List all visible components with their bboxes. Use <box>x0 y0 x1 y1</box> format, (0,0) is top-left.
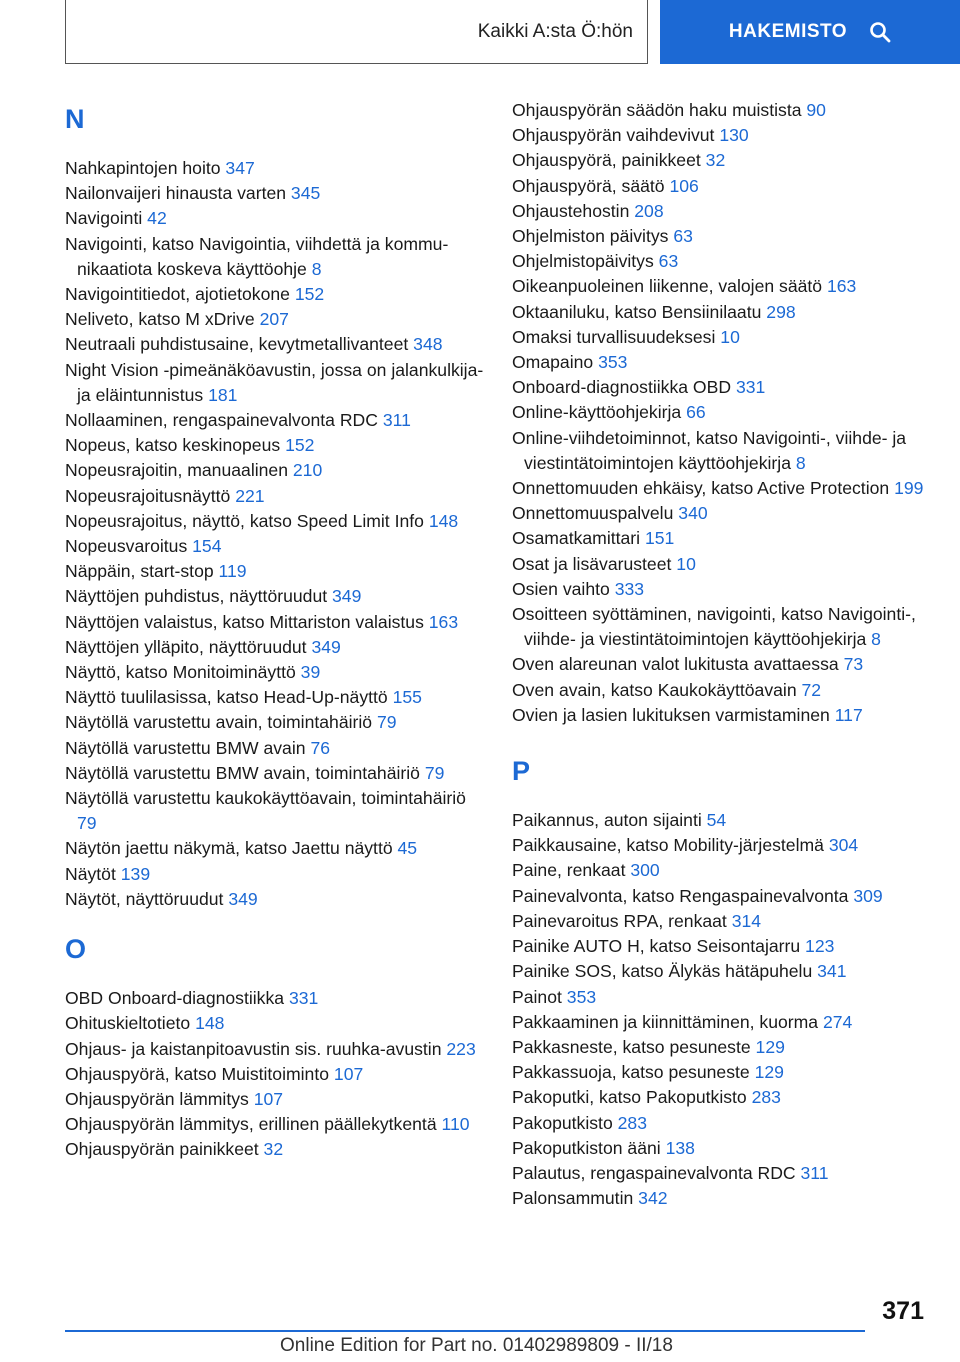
top-navigation <box>0 0 960 66</box>
tab-index[interactable] <box>660 0 960 64</box>
index-entry-text: Onnettomuuden ehkäisy, katso Active Protection <box>512 478 890 499</box>
index-entry-text: Oven avain, katso Kaukokäyttöavain <box>512 679 797 700</box>
index-entry-text: Neutraali puhdistusaine, kevytmetallivanteet <box>65 334 409 355</box>
index-entry[interactable] <box>512 1111 932 1136</box>
index-entry-text: Online-viihdetoiminnot, katso Navigointi-, viihde- ja viestintätoimintojen käyttöohjekirja <box>512 427 907 473</box>
index-entry-text: Pakkasneste, katso pesuneste <box>512 1036 751 1057</box>
index-entry-text: Ohituskieltotieto <box>65 1013 191 1034</box>
section-letter: O <box>65 934 87 965</box>
index-entry-text: Palautus, rengaspainevalvonta RDC <box>512 1162 796 1183</box>
index-entry[interactable] <box>512 577 932 602</box>
index-entry-text: Paine, renkaat <box>512 860 626 881</box>
footer-edition: Online Edition for Part no. 01402989809 - II/18 <box>280 1335 673 1356</box>
index-entry-text: Näytöllä varustettu kaukokäyttöavain, toimintahäiriö <box>65 788 466 809</box>
index-entry-text: Näyttö, katso Monitoiminäyttö <box>65 662 296 683</box>
index-entry-text: Ohjauspyörän vaihdevivut <box>512 125 715 146</box>
index-entry-text: Osat ja lisävarusteet <box>512 553 672 574</box>
page-reference-link[interactable]: 333 <box>614 578 645 599</box>
index-entry-text: Nopeusvaroitus <box>65 536 188 557</box>
index-entry[interactable] <box>512 123 932 148</box>
index-entry[interactable] <box>65 786 485 836</box>
page-reference-link[interactable]: 117 <box>834 704 863 725</box>
page-reference-link[interactable]: 348 <box>413 334 443 355</box>
page-reference-link[interactable]: 106 <box>669 175 699 196</box>
page-reference-link[interactable]: 8 <box>311 258 322 279</box>
index-entry-text: Näytöt <box>65 863 116 884</box>
search-icon <box>869 21 891 43</box>
index-entry[interactable] <box>512 959 932 984</box>
page-reference-link[interactable]: 298 <box>766 301 796 322</box>
index-entry[interactable] <box>512 1136 932 1161</box>
index-entry-text: Näytöllä varustettu BMW avain, toimintahäiriö <box>65 762 420 783</box>
page-reference-link[interactable]: 107 <box>253 1088 284 1109</box>
page-reference-link[interactable]: 223 <box>446 1038 476 1059</box>
index-entry[interactable] <box>512 985 932 1010</box>
page-reference-link[interactable]: 154 <box>192 536 222 557</box>
footer-divider <box>65 1330 865 1332</box>
index-entry-text: Ohjauspyörän lämmitys <box>65 1088 249 1109</box>
page-reference-link[interactable]: 63 <box>673 226 693 247</box>
page-reference-link[interactable]: 347 <box>225 158 255 178</box>
index-entry-text: Painevalvonta, katso Rengaspainevalvonta <box>512 885 849 906</box>
index-entry-text: Navigointitiedot, ajotietokone <box>65 284 290 305</box>
index-entry[interactable] <box>65 887 485 912</box>
page-reference-link[interactable]: 341 <box>817 961 847 982</box>
page-reference-link[interactable]: 163 <box>428 611 459 632</box>
page-reference-link[interactable]: 349 <box>228 888 258 909</box>
index-entry[interactable] <box>512 199 932 224</box>
page-reference-link[interactable]: 342 <box>638 1188 668 1209</box>
index-entry-text: Ohjauspyörän painikkeet <box>65 1139 259 1160</box>
index-entry-text: Ohjauspyörän säädön haku muistista <box>512 100 802 120</box>
index-entry[interactable] <box>512 476 932 501</box>
page-reference-link[interactable]: 151 <box>644 528 675 549</box>
tab-a-to-z[interactable] <box>65 0 648 64</box>
page-reference-link[interactable]: 331 <box>288 988 319 1009</box>
index-entry-text: Oktaaniluku, katso Bensiinilaatu <box>512 301 762 322</box>
page-reference-link[interactable]: 79 <box>77 813 97 834</box>
index-entry[interactable] <box>65 559 485 584</box>
index-entry-text: Palonsammutin <box>512 1188 634 1209</box>
page-reference-link[interactable]: 331 <box>735 377 766 398</box>
page-reference-link[interactable]: 10 <box>676 553 696 574</box>
index-entry[interactable] <box>65 986 485 1011</box>
index-entry-text: Näyttöjen valaistus, katso Mittariston valaistus <box>65 611 424 632</box>
index-entry[interactable] <box>65 1137 485 1162</box>
index-entry-text: Nahkapintojen hoito <box>65 158 221 178</box>
index-entry-text: Nopeusrajoitin, manuaalinen <box>65 460 288 481</box>
page-reference-link[interactable]: 353 <box>598 352 628 373</box>
index-entry[interactable] <box>512 98 932 123</box>
page-reference-link[interactable]: 139 <box>120 863 151 884</box>
index-entry[interactable] <box>65 232 485 282</box>
index-entry-text: Paikkausaine, katso Mobility-järjestelmä <box>512 835 824 856</box>
index-entry[interactable] <box>65 534 485 559</box>
index-entry-text: Näyttöjen puhdistus, näyttöruudut <box>65 586 328 607</box>
index-entry[interactable] <box>65 1011 485 1036</box>
index-entry-text: Night Vision -pimeänäköavustin, jossa on jalankulkija- ja eläintunnistus <box>65 359 484 405</box>
index-entry-text: Paikannus, auton sijainti <box>512 810 702 831</box>
index-entry[interactable] <box>65 433 485 458</box>
index-entry-text: Ohjaustehostin <box>512 200 630 221</box>
page-reference-link[interactable]: 163 <box>826 276 857 297</box>
page-reference-link[interactable]: 152 <box>285 435 315 456</box>
index-entry[interactable] <box>65 1112 485 1137</box>
index-entry[interactable] <box>65 408 485 433</box>
index-entry[interactable] <box>512 325 932 350</box>
index-entry-text: Ovien ja lasien lukituksen varmistaminen <box>512 704 830 725</box>
index-entry-text: Pakkassuoja, katso pesuneste <box>512 1062 750 1083</box>
index-entry[interactable] <box>512 652 932 677</box>
index-entry[interactable] <box>65 1062 485 1087</box>
page-reference-link[interactable]: 340 <box>678 503 708 524</box>
index-column-right <box>512 98 932 1211</box>
index-entry[interactable] <box>65 761 485 786</box>
index-entry[interactable] <box>65 836 485 861</box>
index-entry[interactable] <box>512 934 932 959</box>
index-entry-text: Painike SOS, katso Älykäs hätäpuhelu <box>512 961 813 982</box>
page-reference-link[interactable]: 283 <box>751 1087 781 1108</box>
index-entry[interactable] <box>512 148 932 173</box>
page-reference-link[interactable]: 353 <box>566 986 597 1007</box>
index-entry[interactable] <box>512 1161 932 1186</box>
index-entry-text: Omaksi turvallisuudeksesi <box>512 326 716 347</box>
index-entry[interactable] <box>512 526 932 551</box>
page-reference-link[interactable]: 349 <box>332 586 362 607</box>
index-entry-text: Näytöllä varustettu BMW avain <box>65 737 306 758</box>
index-entry[interactable] <box>512 833 932 858</box>
page-reference-link[interactable]: 42 <box>147 208 167 229</box>
index-entry-text: Onnettomuuspalvelu <box>512 503 674 524</box>
index-entry-text: Neliveto, katso M xDrive <box>65 309 255 330</box>
page-reference-link[interactable]: 79 <box>424 762 445 783</box>
index-entry-text: Omapaino <box>512 352 594 373</box>
section-spacer <box>512 728 932 744</box>
index-entry[interactable] <box>512 909 932 934</box>
index-entry-text: Pakkaaminen ja kiinnittäminen, kuorma <box>512 1011 819 1032</box>
page-reference-link[interactable]: 66 <box>686 402 706 423</box>
index-entry[interactable] <box>65 710 485 735</box>
index-entry-text: Nopeusrajoitusnäyttö <box>65 485 231 506</box>
index-entry-text: Nopeus, katso keskinopeus <box>65 435 281 456</box>
section-letter: N <box>65 104 85 134</box>
index-entry-text: Ohjelmistopäivitys <box>512 251 654 272</box>
index-entry[interactable] <box>512 678 932 703</box>
page-reference-link[interactable]: 314 <box>731 910 762 931</box>
section-letter: P <box>512 756 531 787</box>
index-entry-text: Ohjelmiston päivitys <box>512 226 669 247</box>
page-reference-link[interactable]: 54 <box>706 810 727 831</box>
index-entry-text: OBD Onboard-diagnostiikka <box>65 988 285 1009</box>
index-entry[interactable] <box>65 610 485 635</box>
page-reference-link[interactable]: 311 <box>800 1162 829 1183</box>
index-entry-text: Navigointi <box>65 208 143 229</box>
index-entry-text: Nopeusrajoitus, näyttö, katso Speed Limit Info <box>65 510 424 531</box>
index-entry[interactable] <box>512 858 932 883</box>
page-reference-link[interactable]: 119 <box>218 561 247 582</box>
index-entry-text: Online-käyttöohjekirja <box>512 402 682 423</box>
tab-index-label: HAKEMISTO <box>728 21 848 42</box>
index-entry-text: Ohjaus- ja kaistanpitoavustin sis. ruuhka-avustin <box>65 1038 442 1059</box>
page-reference-link[interactable]: 76 <box>310 737 331 758</box>
page-reference-link[interactable]: 8 <box>871 629 881 650</box>
index-entry[interactable] <box>65 156 485 181</box>
index-entry[interactable] <box>512 300 932 325</box>
page-reference-link[interactable]: 32 <box>263 1139 284 1160</box>
index-entry[interactable] <box>65 358 485 408</box>
page-reference-link[interactable]: 138 <box>665 1137 695 1158</box>
page-reference-link[interactable]: 300 <box>630 860 660 881</box>
page-reference-link[interactable]: 63 <box>658 251 679 272</box>
index-entry-text: Osien vaihto <box>512 578 610 599</box>
index-entry[interactable] <box>512 1060 932 1085</box>
page-reference-link[interactable]: 90 <box>806 100 826 120</box>
index-entry[interactable] <box>512 375 932 400</box>
index-entry-text: Näyttöjen ylläpito, näyttöruudut <box>65 636 307 657</box>
page-reference-link[interactable]: 152 <box>294 284 325 305</box>
index-entry[interactable] <box>512 1085 932 1110</box>
index-entry[interactable] <box>65 1087 485 1112</box>
page-reference-link[interactable]: 283 <box>617 1112 647 1133</box>
index-entry-text: Painike AUTO H, katso Seisontajarru <box>512 936 801 957</box>
section-spacer <box>65 912 485 928</box>
index-entry-text: Onboard-diagnostiikka OBD <box>512 377 732 398</box>
index-entry-text: Näytöt, näyttöruudut <box>65 888 224 909</box>
index-entry[interactable] <box>65 685 485 710</box>
index-entry[interactable] <box>65 332 485 357</box>
index-entry[interactable] <box>512 350 932 375</box>
index-entry[interactable] <box>512 552 932 577</box>
index-entry[interactable] <box>512 808 932 833</box>
index-entry-text: Oikeanpuoleinen liikenne, valojen säätö <box>512 276 823 297</box>
page-number: 371 <box>882 1297 924 1325</box>
index-entry[interactable] <box>512 224 932 249</box>
index-entry-text: Ohjauspyörä, katso Muistitoiminto <box>65 1063 330 1084</box>
index-entry[interactable] <box>512 1010 932 1035</box>
index-entry-text: Pakoputkisto <box>512 1112 613 1133</box>
index-entry-text: Oven alareunan valot lukitusta avattaessa <box>512 654 839 675</box>
page-reference-link[interactable]: 45 <box>397 838 418 859</box>
index-entry[interactable] <box>512 174 932 199</box>
index-entry[interactable] <box>512 400 932 425</box>
index-entry[interactable] <box>65 458 485 483</box>
index-entry[interactable] <box>65 635 485 660</box>
index-entry[interactable] <box>65 484 485 509</box>
index-entry-text: Osoitteen syöttäminen, navigointi, katso Navigointi-, viihde- ja viestintätoimintojen käyttöohjekirja <box>512 604 916 650</box>
page-reference-link[interactable]: 8 <box>795 452 806 473</box>
index-entry[interactable] <box>512 602 932 652</box>
index-entry[interactable] <box>512 703 932 728</box>
index-entry[interactable] <box>512 249 932 274</box>
tab-a-to-z-label: Kaikki A:sta Ö:hön <box>477 20 633 42</box>
page-reference-link[interactable]: 274 <box>822 1011 853 1032</box>
page-reference-link[interactable]: 10 <box>720 326 740 347</box>
page-reference-link[interactable]: 148 <box>195 1013 225 1034</box>
index-entry-text: Navigointi, katso Navigointia, viihdettä ja kommunikaatiota koskeva käyttöohje <box>65 233 449 279</box>
page-reference-link[interactable]: 207 <box>259 309 289 330</box>
page-reference-link[interactable]: 73 <box>843 654 864 675</box>
index-entry[interactable] <box>65 584 485 609</box>
index-entry[interactable] <box>65 1037 485 1062</box>
index-entry-text: Ohjauspyörä, säätö <box>512 175 665 196</box>
index-entry[interactable] <box>65 181 485 206</box>
index-entry-text: Näytön jaettu näkymä, katso Jaettu näyttö <box>65 838 393 859</box>
page-reference-link[interactable]: 199 <box>894 478 924 499</box>
page-reference-link[interactable]: 349 <box>311 636 341 657</box>
page-reference-link[interactable]: 309 <box>853 885 883 906</box>
page-reference-link[interactable]: 181 <box>208 384 238 405</box>
index-entry-text: Näyttö tuulilasissa, katso Head-Up-näyttö <box>65 687 388 708</box>
page-reference-link[interactable]: 148 <box>428 510 459 531</box>
page-reference-link[interactable]: 129 <box>754 1062 784 1083</box>
index-entry[interactable] <box>512 274 932 299</box>
index-entry[interactable] <box>65 206 485 231</box>
index-entry-text: Pakoputkiston ääni <box>512 1137 661 1158</box>
page-reference-link[interactable]: 107 <box>333 1063 364 1084</box>
page-reference-link[interactable]: 311 <box>382 410 411 431</box>
page-reference-link[interactable]: 155 <box>392 687 422 708</box>
index-entry[interactable] <box>65 509 485 534</box>
index-entry[interactable] <box>65 307 485 332</box>
index-entry-text: Nailonvaijeri hinausta varten <box>65 183 287 204</box>
page-reference-link[interactable]: 110 <box>441 1114 470 1135</box>
index-entry[interactable] <box>512 426 932 476</box>
page-reference-link[interactable]: 221 <box>235 485 265 506</box>
page-reference-link[interactable]: 210 <box>292 460 323 481</box>
index-entry-text: Näppäin, start-stop <box>65 561 214 582</box>
index-entry-text: Ohjauspyörän lämmitys, erillinen päällekytkentä <box>65 1114 437 1135</box>
page-reference-link[interactable]: 129 <box>755 1036 785 1057</box>
index-column-left <box>65 98 485 1163</box>
index-entry[interactable] <box>65 660 485 685</box>
page-reference-link[interactable]: 304 <box>828 835 859 856</box>
index-entry-text: Nollaaminen, rengaspainevalvonta RDC <box>65 410 378 431</box>
page-reference-link[interactable]: 39 <box>300 662 321 683</box>
index-entry-text: Painevaroitus RPA, renkaat <box>512 910 727 931</box>
page-reference-link[interactable]: 123 <box>805 936 835 957</box>
index-entry[interactable] <box>65 862 485 887</box>
page-reference-link[interactable]: 32 <box>705 150 726 171</box>
index-entry-text: Osamatkamittari <box>512 528 641 549</box>
page-reference-link[interactable]: 130 <box>719 125 749 146</box>
index-entry-text: Ohjauspyörä, painikkeet <box>512 150 701 171</box>
index-entry[interactable] <box>512 1035 932 1060</box>
index-entry[interactable] <box>65 282 485 307</box>
index-entry[interactable] <box>512 501 932 526</box>
page-reference-link[interactable]: 345 <box>290 183 321 204</box>
page-reference-link[interactable]: 208 <box>634 200 664 221</box>
index-entry-text: Painot <box>512 986 562 1007</box>
index-entry[interactable] <box>65 736 485 761</box>
index-entry-text: Näytöllä varustettu avain, toimintahäiriö <box>65 712 373 733</box>
index-entry[interactable] <box>512 1186 932 1211</box>
page-reference-link[interactable]: 79 <box>376 712 397 733</box>
index-entry[interactable] <box>512 884 932 909</box>
page-reference-link[interactable]: 72 <box>801 679 822 700</box>
index-entry-text: Pakoputki, katso Pakoputkisto <box>512 1087 747 1108</box>
